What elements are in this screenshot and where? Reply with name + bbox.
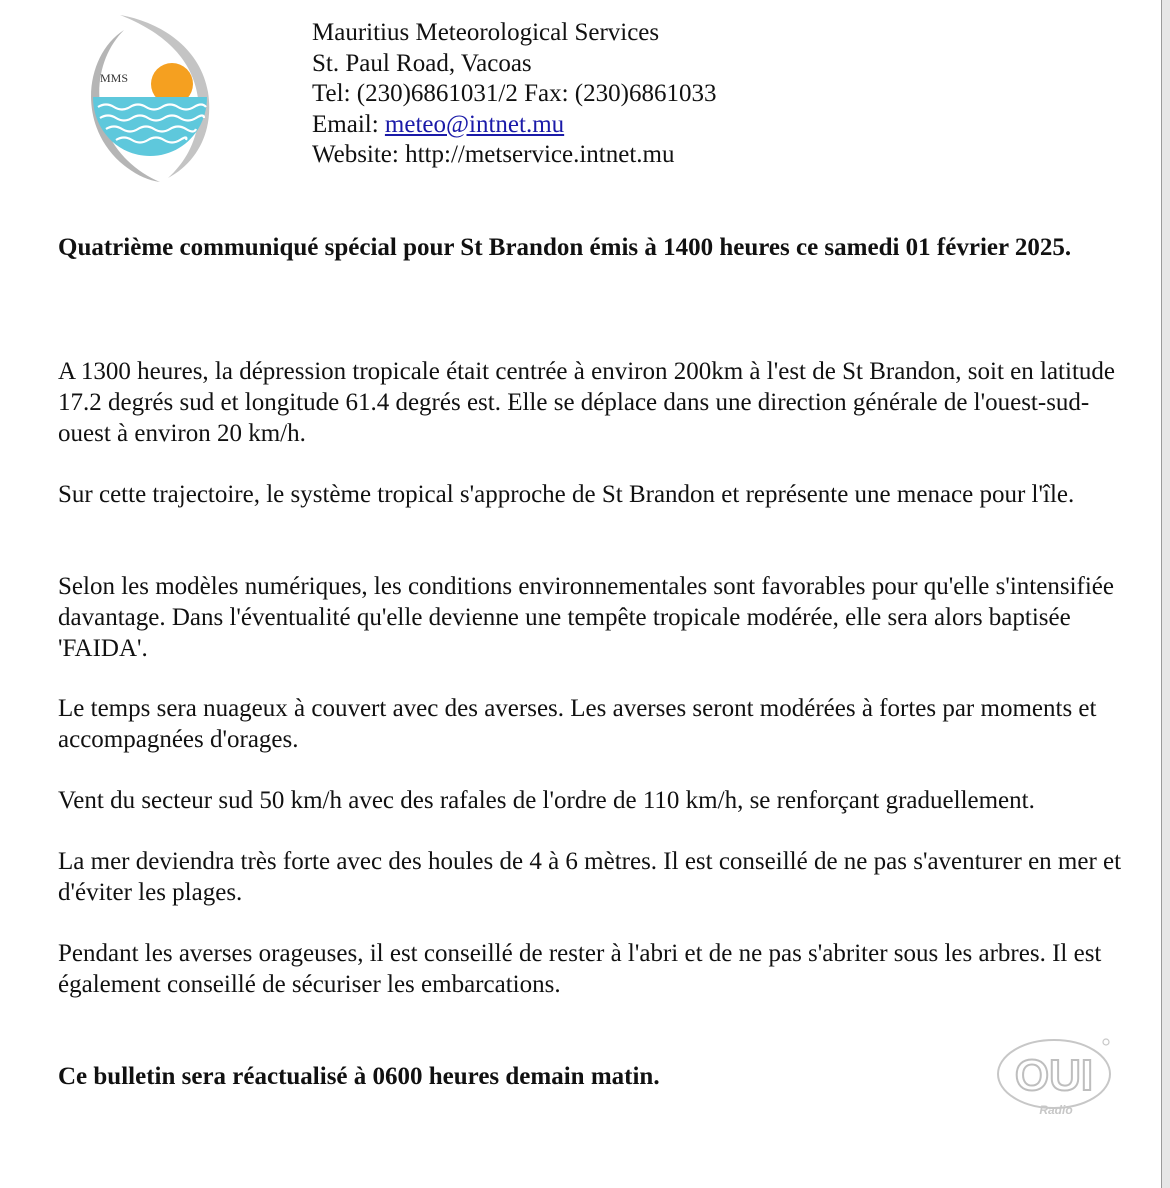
email-link[interactable]: meteo@intnet.mu [384, 110, 565, 138]
paragraph-thunderstorm-advice: Pendant les averses orageuses, il est conseillé de rester à l'abri et de ne pas s'abriter sous les arbres. Il est également conseillé de sécuriser les embarcations. [58, 940, 1102, 998]
logo-text: MMS [100, 71, 129, 85]
email-label: Email: [312, 110, 385, 138]
org-name: Mauritius Meteorological Services [312, 19, 660, 46]
paragraph-weather: Le temps sera nuageux à couvert avec des averses. Les averses seront modérées à fortes par moments et accompagnées d'orages. [58, 695, 1097, 753]
page-edge-scrollbar [1161, 0, 1170, 1188]
paragraph-sea: La mer deviendra très forte avec des houles de 4 à 6 mètres. Il est conseillé de ne pas s'aventurer en mer et d'éviter les plages. [58, 848, 1122, 906]
paragraph-models: Selon les modèles numériques, les conditions environnementales sont favorables pour qu'elle s'intensifiée davantage. Dans l'éventualité qu'elle devienne une tempête tropicale modérée, elle sera alors baptisée 'FAIDA'. [58, 573, 1114, 662]
paragraph-position: A 1300 heures, la dépression tropicale était centrée à environ 200km à l'est de St Brandon, soit en latitude 17.2 degrés sud et longitude 61.4 degrés est. Elle se déplace dans une direction générale de l'ouest-sud-ouest à environ 20 km/h. [58, 358, 1115, 447]
oui-radio-watermark-icon [994, 1032, 1116, 1122]
org-website: Website: http://metservice.intnet.mu [312, 141, 675, 168]
bulletin-footer: Ce bulletin sera réactualisé à 0600 heures demain matin. [58, 1063, 660, 1090]
org-address: St. Paul Road, Vacoas [312, 49, 532, 77]
org-header [312, 18, 716, 171]
paragraph-wind: Vent du secteur sud 50 km/h avec des rafales de l'ordre de 110 km/h, se renforçant graduellement. [58, 787, 1035, 814]
mms-logo-icon [80, 12, 220, 187]
org-phone-fax: Tel: (230)6861031/2 Fax: (230)6861033 [312, 80, 717, 107]
bulletin-title: Quatrième communiqué spécial pour St Brandon émis à 1400 heures ce samedi 01 février 2025. [58, 234, 1072, 261]
watermark-text: OUI [1014, 1051, 1094, 1100]
watermark-subtext: Radio [1039, 1103, 1073, 1117]
org-email-line [312, 110, 716, 141]
paragraph-trajectory: Sur cette trajectoire, le système tropical s'approche de St Brandon et représente une menace pour l'île. [58, 481, 1075, 508]
